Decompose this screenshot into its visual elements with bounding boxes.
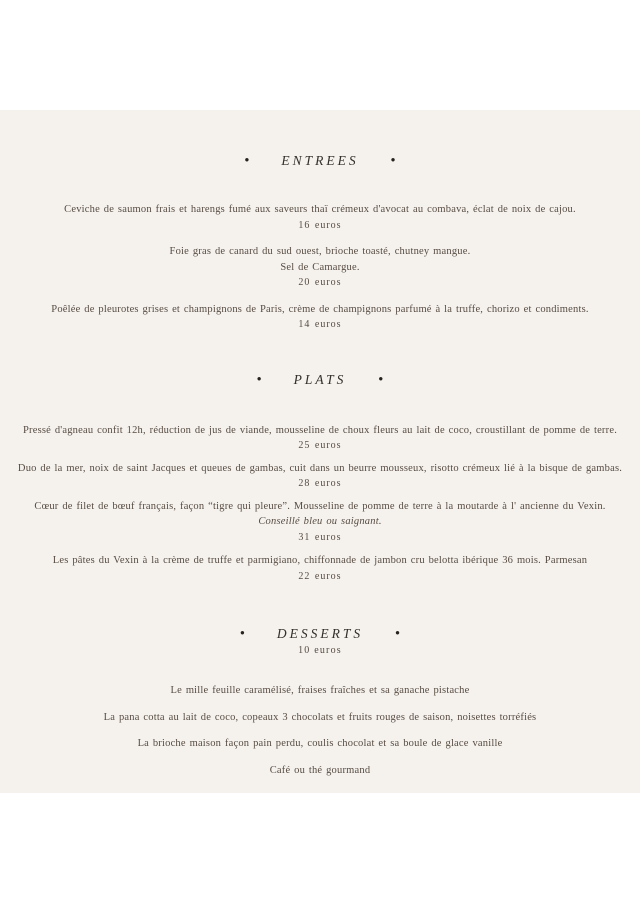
bullet-icon: ● (395, 628, 400, 637)
item-description: Les pâtes du Vexin à la crème de truffe et parmigiano, chiffonnade de jambon cru belotta ibérique 36 mois. Parmesan (52, 555, 588, 566)
menu-item-pana-cotta: La pana cotta au lait de coco, copeaux 3 chocolats et fruits rouges de saison, noisettes torréfiés (103, 711, 537, 723)
section-header-entrees (0, 153, 640, 169)
section-title-entrees: ENTREES (281, 153, 359, 168)
menu-item-cafe-gourmand: Café ou thé gourmand (269, 764, 371, 776)
item-description: Poêlée de pleurotes grises et champignons de Paris, crème de champignons parfumé à la truffe, chorizo et condiments. (51, 303, 589, 315)
bullet-icon: ● (244, 155, 250, 164)
bullet-icon: ● (240, 628, 245, 637)
menu-item-foie-gras (0, 244, 640, 291)
section-header-desserts (0, 626, 640, 642)
item-price: 16 euros (298, 219, 342, 231)
item-price: 31 euros (298, 531, 342, 543)
menu-item-ceviche (0, 202, 640, 233)
item-price: 14 euros (298, 319, 342, 330)
menu-item-mille-feuille: Le mille feuille caramélisé, fraises fraîches et sa ganache pistache (170, 685, 470, 696)
desserts-price: 10 euros (298, 645, 342, 656)
item-price: 20 euros (298, 277, 342, 288)
section-title-plats: PLATS (293, 371, 347, 387)
item-price: 25 euros (298, 440, 342, 451)
menu-item-duo-de-la-mer (0, 461, 640, 492)
item-description: Sel de Camargue. (280, 261, 360, 273)
menu-item-pates-du-vexin (0, 553, 640, 584)
menu-item-coeur-de-filet (0, 499, 640, 546)
menu-item-poelee (0, 302, 640, 333)
menu-card (0, 110, 640, 793)
item-description: Pressé d'agneau confit 12h, réduction de jus de viande, mousseline de choux fleurs au lait de coco, croustillant de pomme de terre. (22, 424, 618, 436)
item-price: 28 euros (298, 478, 342, 489)
section-title-desserts: DESSERTS (276, 626, 364, 641)
bullet-icon: ● (378, 373, 384, 383)
item-price: 22 euros (298, 570, 342, 582)
item-description: Ceviche de saumon frais et harengs fumé aux saveurs thaï crémeux d'avocat au combava, éclat de noix de cajou. (64, 204, 576, 215)
bullet-icon: ● (256, 373, 262, 383)
section-header-plats (0, 372, 640, 388)
item-cooking-note: Conseillé bleu ou saignant. (258, 516, 382, 527)
menu-item-presse-agneau (0, 423, 640, 454)
item-description: Duo de la mer, noix de saint Jacques et queues de gambas, cuit dans un beurre mousseux, risotto crémeux lié à la bisque de gambas. (17, 462, 623, 474)
item-description: Cœur de filet de bœuf français, façon “tigre qui pleure”. Mousseline de pomme de terre à la moutarde à l' ancienne du Vexin. (34, 500, 606, 512)
desserts-list (0, 683, 640, 778)
item-description: Foie gras de canard du sud ouest, brioche toasté, chutney mangue. (169, 246, 471, 257)
menu-item-brioche: La brioche maison façon pain perdu, coulis chocolat et sa boule de glace vanille (137, 738, 503, 749)
bullet-icon: ● (390, 155, 396, 164)
